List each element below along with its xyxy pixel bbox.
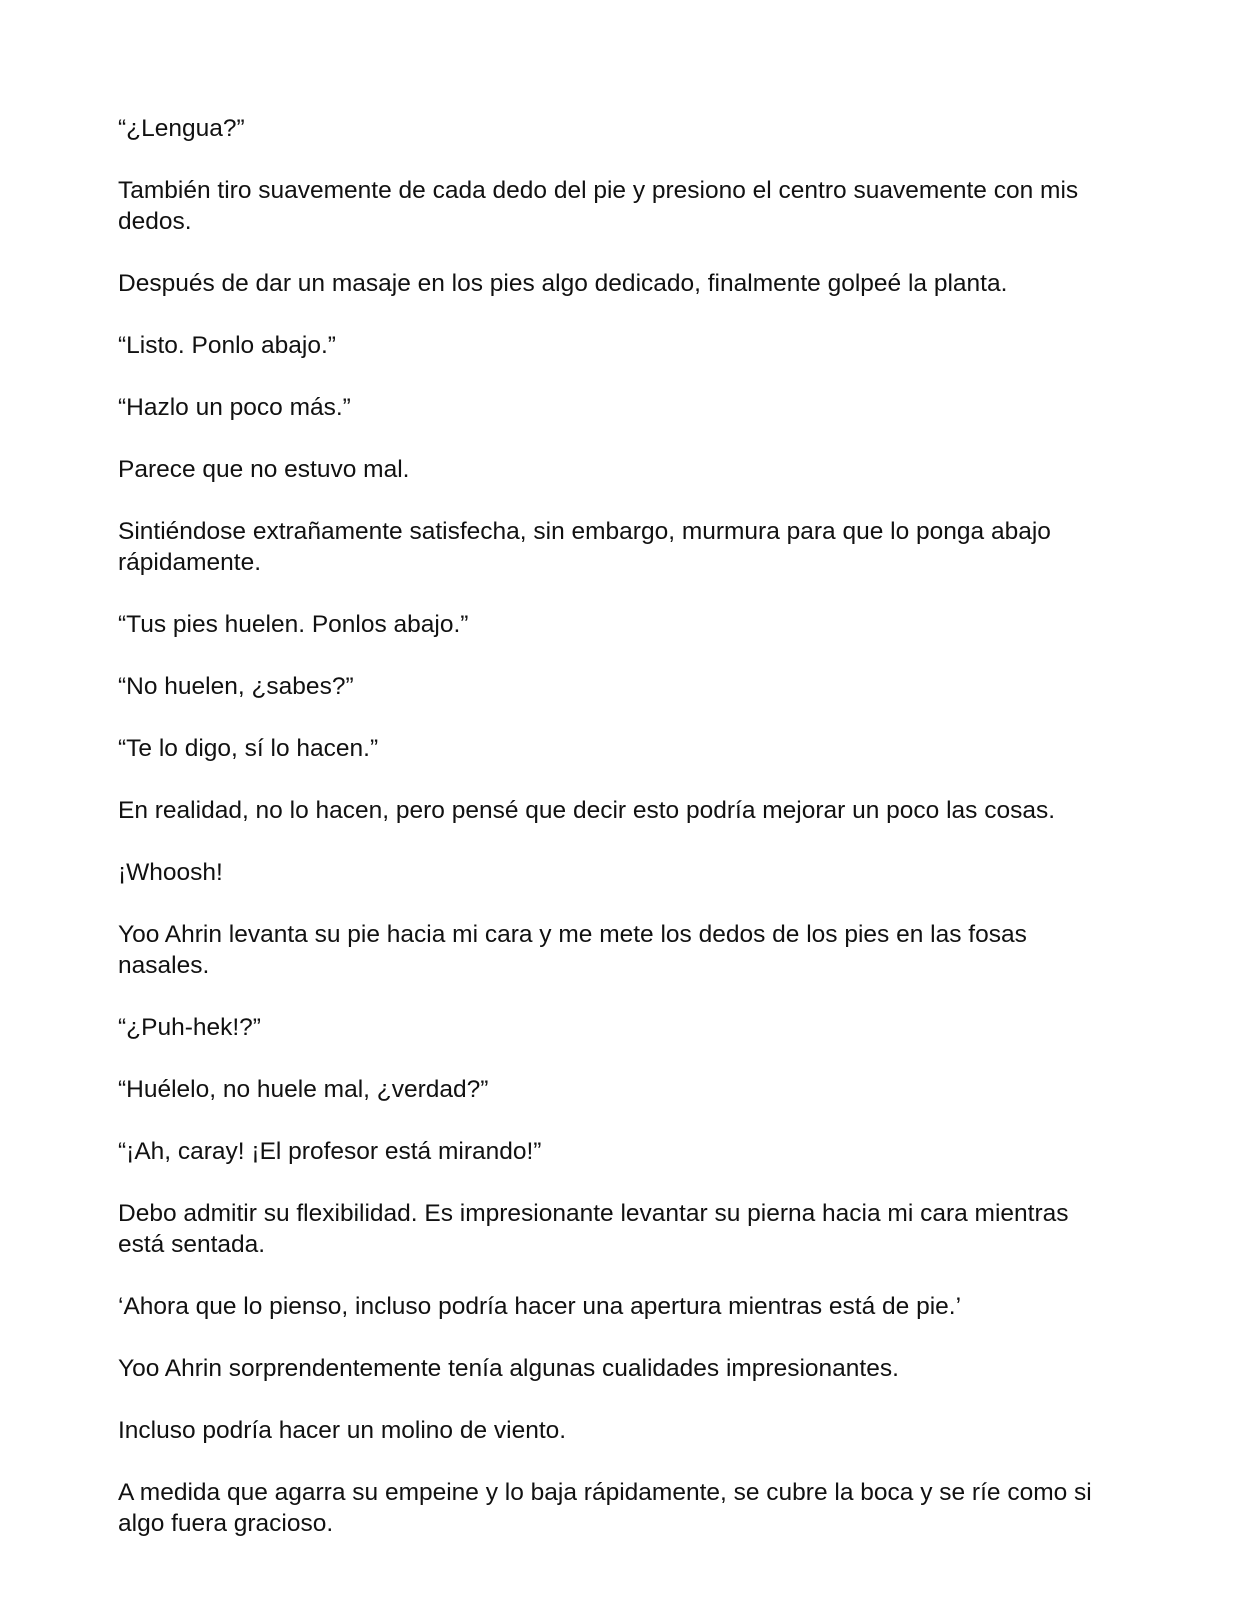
paragraph: “¿Lengua?” xyxy=(118,115,245,142)
paragraph: “Hazlo un poco más.” xyxy=(118,394,351,421)
paragraph: También tiro suavemente de cada dedo del pie y presiono el centro suavemente con mis dedos. xyxy=(118,177,1079,235)
paragraph: Después de dar un masaje en los pies algo dedicado, finalmente golpeé la planta. xyxy=(118,270,1008,297)
paragraph: Yoo Ahrin sorprendentemente tenía algunas cualidades impresionantes. xyxy=(118,1355,899,1382)
paragraph: Parece que no estuvo mal. xyxy=(118,456,410,483)
paragraph: Incluso podría hacer un molino de viento. xyxy=(118,1417,567,1444)
paragraph: “Listo. Ponlo abajo.” xyxy=(118,332,336,359)
paragraph: ‘Ahora que lo pienso, incluso podría hacer una apertura mientras está de pie.’ xyxy=(118,1293,962,1320)
paragraph: En realidad, no lo hacen, pero pensé que decir esto podría mejorar un poco las cosas. xyxy=(118,797,1056,824)
paragraph: “Tus pies huelen. Ponlos abajo.” xyxy=(118,611,469,638)
paragraph: “Huélelo, no huele mal, ¿verdad?” xyxy=(118,1076,489,1103)
paragraph: Debo admitir su flexibilidad. Es impresionante levantar su pierna hacia mi cara mientras está sentada. xyxy=(118,1200,1069,1258)
paragraph: ¡Whoosh! xyxy=(118,859,223,886)
paragraph: Yoo Ahrin levanta su pie hacia mi cara y me mete los dedos de los pies en las fosas nasales. xyxy=(118,921,1027,979)
paragraph: “Te lo digo, sí lo hacen.” xyxy=(118,735,379,762)
paragraph: “No huelen, ¿sabes?” xyxy=(118,673,354,700)
paragraph: “¿Puh-hek!?” xyxy=(118,1014,261,1041)
document-body xyxy=(118,113,1098,1570)
paragraph: A medida que agarra su empeine y lo baja rápidamente, se cubre la boca y se ríe como si algo fuera gracioso. xyxy=(118,1479,1092,1537)
paragraph: Sintiéndose extrañamente satisfecha, sin embargo, murmura para que lo ponga abajo rápidamente. xyxy=(118,518,1051,576)
paragraph: “¡Ah, caray! ¡El profesor está mirando!” xyxy=(118,1138,542,1165)
